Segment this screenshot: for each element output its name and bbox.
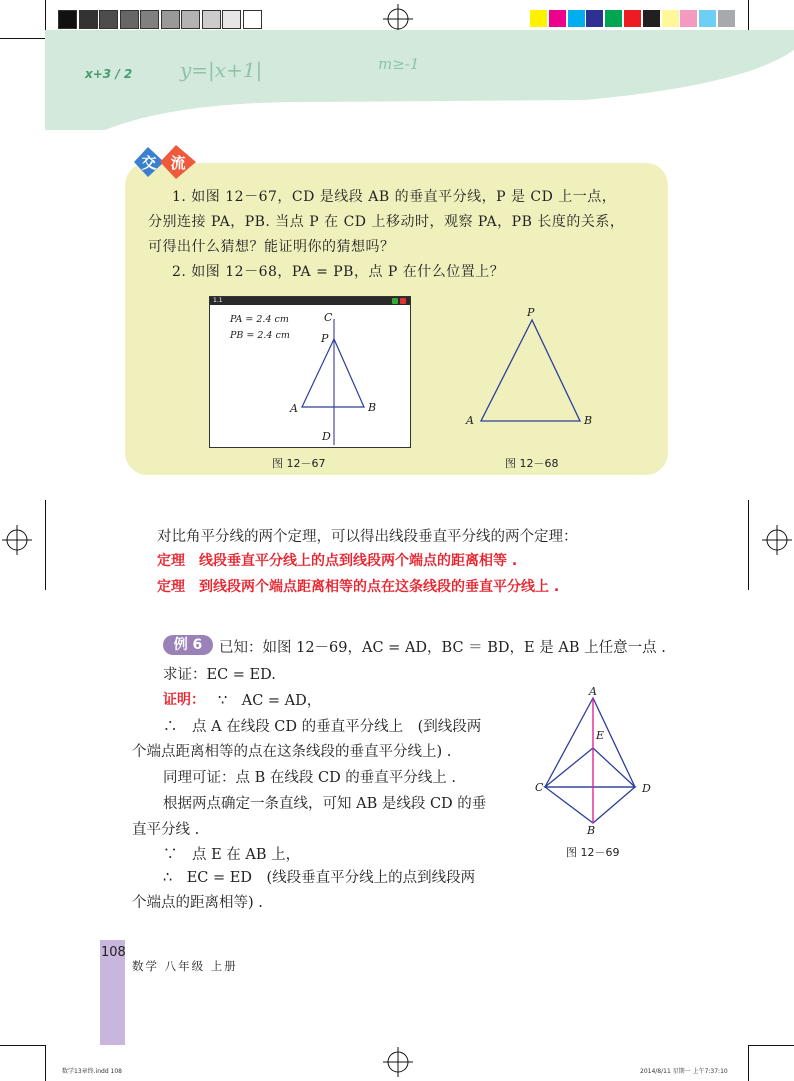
figure-12-67-diagram <box>210 297 410 447</box>
measure-pa: PA = 2.4 cm <box>230 314 289 325</box>
color-swatch <box>718 10 735 27</box>
header-band <box>45 30 794 130</box>
gray-swatch <box>161 10 180 29</box>
label-p: P <box>321 332 329 345</box>
proof-step-6b: 个端点的距离相等) . <box>132 895 263 911</box>
measure-pb: PB = 2.4 cm <box>230 330 290 341</box>
proof-step-2b: 个端点距离相等的点在这条线段的垂直平分线上) . <box>132 744 452 760</box>
formula-text: x+3 / 2 <box>85 67 133 81</box>
registration-mark-right <box>762 525 792 555</box>
proof-step-4b: 直平分线 . <box>132 822 200 838</box>
proof-step-1: ∵ AC = AD， <box>218 693 322 709</box>
gray-swatch <box>140 10 159 29</box>
figure-12-69-caption: 图 12－69 <box>566 846 620 859</box>
theorem-1: 定理 线段垂直平分线上的点到线段两个端点的距离相等 . <box>157 553 518 569</box>
header-formula-inequality: m≥-1 <box>378 55 420 73</box>
color-swatch <box>568 10 585 27</box>
gray-swatch <box>222 10 241 29</box>
header-formula-fraction <box>85 66 132 82</box>
discussion-badge <box>128 143 203 181</box>
crop-mark <box>45 1045 46 1081</box>
label-a-68: A <box>466 414 474 427</box>
footer-timestamp: 2014/8/11 星期一 上午7:37:10 <box>640 1068 728 1075</box>
segment-de <box>593 748 635 787</box>
gray-swatch <box>79 10 98 29</box>
label-c: C <box>324 311 333 324</box>
color-swatch <box>530 10 547 27</box>
gray-swatch <box>243 10 262 29</box>
crop-mark <box>0 1045 45 1046</box>
theorem-2: 定理 到线段两个端点距离相等的点在这条线段的垂直平分线上 . <box>157 579 560 595</box>
theorem-intro: 对比角平分线的两个定理，可以得出线段垂直平分线的两个定理： <box>157 529 578 545</box>
figure-12-69-diagram <box>530 690 660 835</box>
question-1-line-3: 可得出什么猜想？能证明你的猜想吗？ <box>148 239 395 255</box>
registration-mark-left <box>2 525 32 555</box>
badge-char-2: 流 <box>170 154 186 172</box>
color-swatch <box>586 10 603 27</box>
proof-step-3: 同理可证：点 B 在线段 CD 的垂直平分线上 . <box>163 770 457 786</box>
screen-tab-label: 1.1 <box>213 297 223 304</box>
proof-step-6a: ∴ EC = ED (线段垂直平分线上的点到线段两 <box>163 870 476 886</box>
triangle-bcd <box>545 787 635 823</box>
color-swatch <box>624 10 641 27</box>
label-p-68: P <box>527 306 535 319</box>
proof-step-5: ∵ 点 E 在 AB 上， <box>163 847 301 863</box>
label-b: B <box>368 401 377 414</box>
label-b-69: B <box>587 824 596 837</box>
label-d-69: D <box>642 782 651 795</box>
question-1-line-2: 分别连接 PA，PB. 当点 P 在 CD 上移动时，观察 PA，PB 长度的关系， <box>148 214 625 230</box>
triangle-pab-68 <box>481 320 580 421</box>
proof-label: 证明： <box>163 692 205 708</box>
proof-step-2a: ∴ 点 A 在线段 CD 的垂直平分线上 (到线段两 <box>163 719 482 735</box>
label-d: D <box>322 430 331 443</box>
crop-mark <box>748 1045 749 1081</box>
gray-swatch <box>99 10 118 29</box>
gray-swatch <box>120 10 139 29</box>
label-c-69: C <box>535 781 544 794</box>
figure-12-67-caption: 图 12－67 <box>272 457 326 470</box>
crop-mark <box>0 38 45 39</box>
figure-12-67-screen <box>209 296 411 448</box>
page-number: 108 <box>101 945 126 960</box>
crop-mark <box>748 500 749 590</box>
question-1-line-1: 1. 如图 12－67，CD 是线段 AB 的垂直平分线，P 是 CD 上一点， <box>172 189 617 205</box>
gray-swatch <box>181 10 200 29</box>
book-title: 数学 八年级 上册 <box>132 959 238 973</box>
color-swatch <box>643 10 660 27</box>
color-swatch <box>680 10 697 27</box>
color-swatch <box>699 10 716 27</box>
triangle-pab <box>302 339 364 407</box>
label-a-69: A <box>589 685 597 698</box>
figure-12-68-caption: 图 12－68 <box>505 457 559 470</box>
example-prove: 求证：EC = ED. <box>163 667 276 683</box>
segment-ce <box>545 748 593 787</box>
color-swatch <box>549 10 566 27</box>
proof-step-4a: 根据两点确定一条直线，可知 AB 是线段 CD 的垂 <box>163 796 487 812</box>
label-b-68: B <box>584 414 593 427</box>
header-formula-abs: y=|x+1| <box>180 58 263 82</box>
question-2: 2. 如图 12－68，PA = PB，点 P 在什么位置上？ <box>172 264 505 280</box>
label-e-69: E <box>596 729 605 742</box>
footer-file-info: 数学13章终.indd 108 <box>62 1068 122 1075</box>
label-a: A <box>290 402 298 415</box>
color-swatch <box>605 10 622 27</box>
badge-char-1: 交 <box>141 154 157 172</box>
example-badge: 例 6 <box>163 635 213 655</box>
example-given: 已知：如图 12－69，AC = AD，BC ＝ BD，E 是 AB 上任意一点 . <box>219 640 666 656</box>
registration-mark-bottom <box>383 1047 413 1077</box>
crop-mark <box>749 1045 794 1046</box>
color-swatch <box>662 10 679 27</box>
crop-mark <box>45 500 46 590</box>
gray-swatch <box>58 10 77 29</box>
gray-swatch <box>202 10 221 29</box>
